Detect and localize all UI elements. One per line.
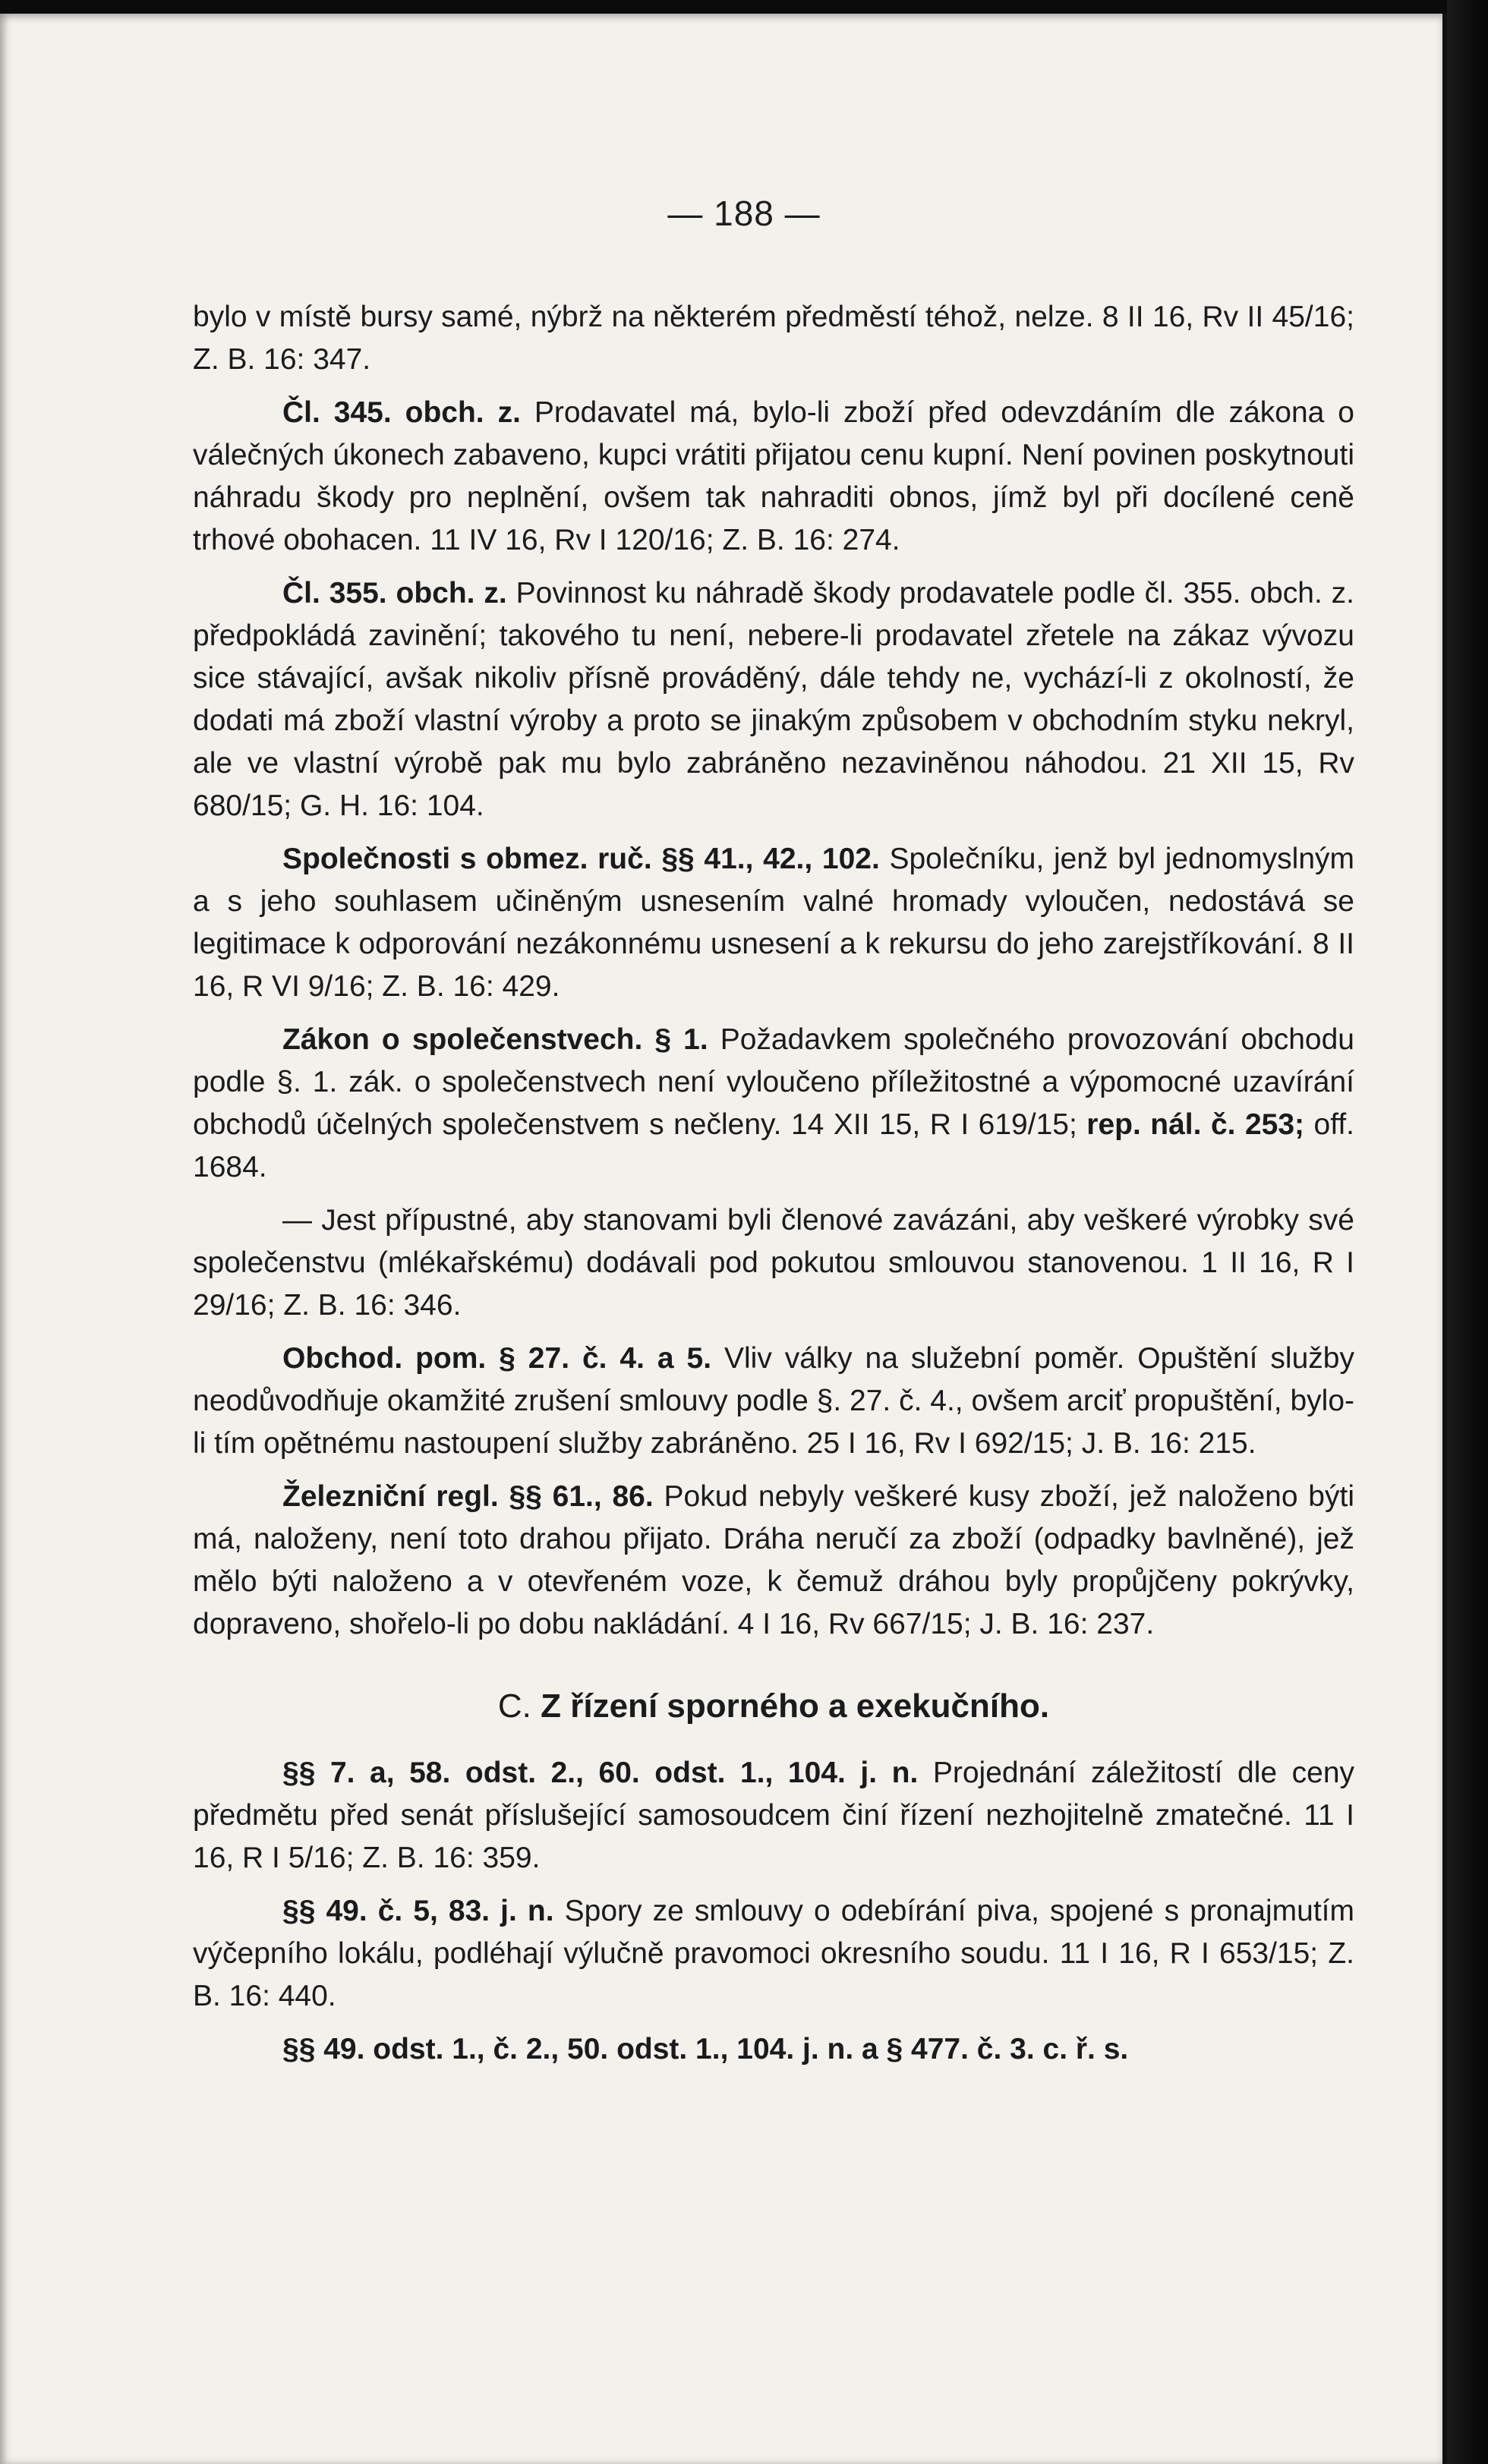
- paragraph: [193, 1019, 1354, 1189]
- paragraph: [193, 1476, 1354, 1646]
- scanned-page: [0, 14, 1447, 2464]
- paragraph: [193, 572, 1354, 827]
- paragraph-text: Vliv války na služební poměr. Opuštění služby neodůvodňuje okamžité zrušení smlouvy podle §. 27. č. 4., ovšem arciť propuštění, bylo-li tím opětnému nastoupení služby zabráněno. 25 I 16, Rv I 692/15; J. B. 16: 215.: [193, 1342, 1354, 1460]
- paragraph-text-tail: off. 1684.: [193, 1108, 1354, 1183]
- scan-dark-border: [1447, 0, 1488, 2464]
- section-heading: [193, 1685, 1354, 1728]
- paragraph-citation: Čl. 345. obch. z.: [282, 396, 521, 429]
- paragraph-citation: §§ 49. odst. 1., č. 2., 50. odst. 1., 104. j. n. a § 477. č. 3. c. ř. s.: [282, 2033, 1129, 2065]
- paragraph-citation-inline: rep. nál. č. 253;: [1086, 1108, 1305, 1141]
- paragraph-text: Společníku, jenž byl jednomyslným a s jeho souhlasem učiněným usnesením valné hromady vyloučen, nedostává se legitimace k odporování nezákonnému usnesení a k rekursu do jeho zarejstříkování. 8 II 16, R VI 9/16; Z. B. 16: 429.: [193, 843, 1354, 1003]
- paragraph-citation: Společnosti s obmez. ruč. §§ 41., 42., 102.: [282, 843, 880, 875]
- paragraph-citation: §§ 7. a, 58. odst. 2., 60. odst. 1., 104. j. n.: [282, 1757, 919, 1789]
- paragraph-text: Povinnost ku náhradě škody prodavatele podle čl. 355. obch. z. předpokládá zavinění; takového tu není, nebere-li prodavatel zřetele na zákaz vývozu sice stávající, avšak nikoliv přísně prováděný, dále tehdy ne, vychází-li z okolností, že dodati má zboží vlastní výroby a proto se jinakým způsobem v obchodním styku nekryl, ale ve vlastní výrobě pak mu bylo zabráněno nezaviněnou náhodou. 21 XII 15, Rv 680/15; G. H. 16: 104.: [193, 577, 1355, 822]
- paragraph: [193, 296, 1354, 381]
- paragraph-citation: Obchod. pom. § 27. č. 4. a 5.: [282, 1342, 712, 1375]
- paragraph-text: Prodavatel má, bylo-li zboží před odevzdáním dle zákona o válečných úkonech zabaveno, kupci vrátiti přijatou cenu kupní. Není povinen poskytnouti náhradu škody pro neplnění, ovšem tak nahraditi obnos, jímž byl při docílené ceně trhové obohacen. 11 IV 16, Rv I 120/16; Z. B. 16: 274.: [193, 396, 1355, 556]
- paragraph: [193, 1752, 1354, 1880]
- page-body: [193, 296, 1354, 2081]
- paragraph: [193, 392, 1354, 562]
- paragraph-citation: Čl. 355. obch. z.: [282, 577, 507, 610]
- paragraph-text: Pokud nebyly veškeré kusy zboží, jež naloženo býti má, naloženy, není toto drahou přijato. Dráha neručí za zboží (odpadky bavlněné), jež mělo býti naloženo a v otevřeném voze, k čemuž dráhou byly propůjčeny pokrývky, dopraveno, shořelo-li po dobu nakládání. 4 I 16, Rv 667/15; J. B. 16: 237.: [193, 1480, 1354, 1640]
- paragraph: [193, 1199, 1354, 1327]
- page-number: — 188 —: [667, 194, 821, 233]
- paragraph-citation: §§ 49. č. 5, 83. j. n.: [282, 1895, 554, 1927]
- paragraph: [193, 838, 1354, 1008]
- paragraph-text: Spory ze smlouvy o odebírání piva, spojené s pronajmutím výčepního lokálu, podléhají výlučně pravomoci okresního soudu. 11 I 16, R I 653/15; Z. B. 16: 440.: [193, 1895, 1354, 2012]
- paragraph-citation: Železniční regl. §§ 61., 86.: [282, 1480, 654, 1513]
- section-letter: C.: [497, 1687, 531, 1725]
- paragraph-text: Projednání záležitostí dle ceny předmětu před senát příslušející samosoudcem činí řízení nezhojitelně zmatečné. 11 I 16, R I 5/16; Z. B. 16: 359.: [193, 1757, 1355, 1874]
- paragraph: [193, 1338, 1354, 1465]
- paragraph-citation: Zákon o společenstvech. § 1.: [282, 1023, 708, 1056]
- paragraph-text: — Jest přípustné, aby stanovami byli členové zavázáni, aby veškeré výrobky své společenstvu (mlékařskému) dodávali pod pokutou smlouvou stanovenou. 1 II 16, R I 29/16; Z. B. 16: 346.: [193, 1204, 1354, 1322]
- paragraph-text: bylo v místě bursy samé, nýbrž na některém předměstí téhož, nelze. 8 II 16, Rv II 45/16; Z. B. 16: 347.: [193, 301, 1354, 376]
- paragraph: [193, 1890, 1354, 2018]
- paragraph-text: Požadavkem společného provozování obchodu podle §. 1. zák. o společenstvech není vyloučeno příležitostné a výpomocné uzavírání obchodů účelných společenstvem s nečleny. 14 XII 15, R I 619/15;: [193, 1023, 1354, 1141]
- section-title: Z řízení sporného a exekučního.: [541, 1687, 1050, 1725]
- paragraph: [193, 2028, 1354, 2071]
